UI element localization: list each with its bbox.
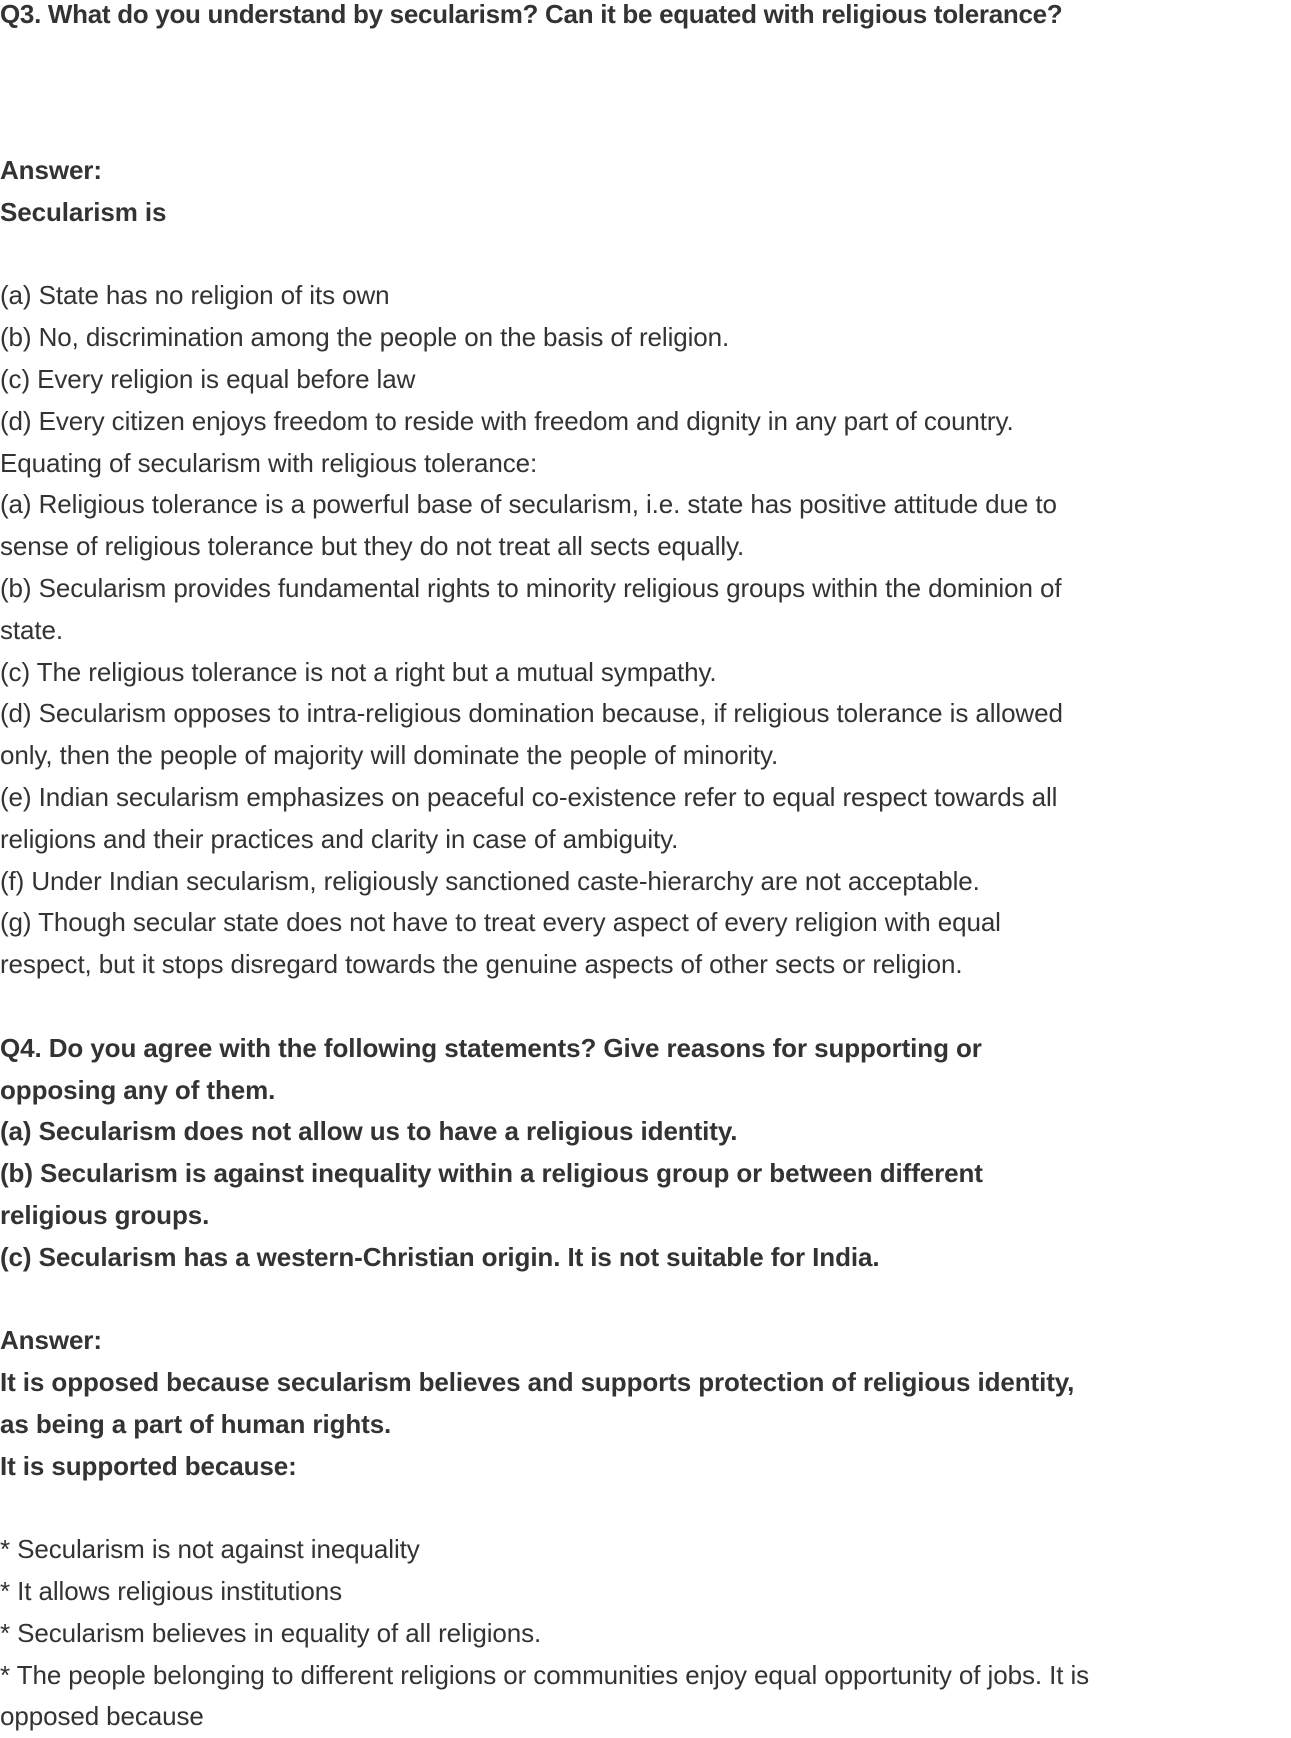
q4-question-line: Q4. Do you agree with the following statements? Give reasons for supporting or — [0, 1032, 982, 1063]
q4-bullet-item: * Secularism is not against inequality — [0, 1534, 420, 1565]
blank-line — [0, 1488, 1291, 1530]
q3-answer-line: (b) Secularism provides fundamental rights to minority religious groups within the dominion of — [0, 572, 1062, 603]
q4-bullet-item: opposed because — [0, 1701, 204, 1732]
q3-answer-line: sense of religious tolerance but they do not treat all sects equally. — [0, 531, 745, 562]
q3-question-title: Q3. What do you understand by secularism? Can it be equated with religious tolerance? — [0, 0, 1063, 29]
q4-question-line: religious groups. — [0, 1199, 210, 1230]
q4-question-line: (c) Secularism has a western-Christian origin. It is not suitable for India. — [0, 1241, 880, 1272]
q3-answer-line: (d) Secularism opposes to intra-religious domination because, if religious tolerance is allowed — [0, 698, 1063, 729]
q3-answer-line: (g) Though secular state does not have to treat every aspect of every religion with equal — [0, 907, 1001, 938]
q4-bullet-item: * It allows religious institutions — [0, 1576, 342, 1607]
blank-line — [0, 986, 1291, 1028]
q4-answer-line: It is supported because: — [0, 1450, 297, 1481]
q3-answer-line: religions and their practices and clarity in case of ambiguity. — [0, 823, 679, 854]
q4-question-line: opposing any of them. — [0, 1074, 276, 1105]
q3-answer-line: (e) Indian secularism emphasizes on peaceful co-existence refer to equal respect towards all — [0, 781, 1058, 812]
blank-line — [0, 234, 1291, 276]
q4-answer-line: as being a part of human rights. — [0, 1408, 392, 1439]
q3-answer-label: Answer: — [0, 155, 102, 185]
q3-answer-line: only, then the people of majority will dominate the people of minority. — [0, 740, 779, 771]
q4-bullet-item: * Secularism believes in equality of all religions. — [0, 1617, 542, 1648]
q3-answer-line: (f) Under Indian secularism, religiously sanctioned caste-hierarchy are not acceptable. — [0, 865, 980, 896]
q3-answer-line: (c) The religious tolerance is not a right but a mutual sympathy. — [0, 656, 717, 687]
q3-answer-line: (c) Every religion is equal before law — [0, 363, 416, 394]
q3-answer-line: state. — [0, 614, 63, 645]
q4-question-line: (a) Secularism does not allow us to have a religious identity. — [0, 1116, 738, 1147]
blank-line — [0, 1279, 1291, 1321]
q3-answer-line: (a) State has no religion of its own — [0, 280, 390, 311]
q4-question-line: (b) Secularism is against inequality within a religious group or between different — [0, 1158, 983, 1189]
q3-answer-intro: Secularism is — [0, 196, 167, 227]
q4-answer-label: Answer: — [0, 1325, 102, 1356]
q3-answer-line: (d) Every citizen enjoys freedom to reside with freedom and dignity in any part of country. — [0, 405, 1014, 436]
q4-bullet-item: * The people belonging to different religions or communities enjoy equal opportunity of jobs. It is — [0, 1659, 1090, 1690]
q3-answer-line: (a) Religious tolerance is a powerful base of secularism, i.e. state has positive attitude due to — [0, 489, 1057, 520]
q4-answer-line: It is opposed because secularism believes and supports protection of religious identity, — [0, 1367, 1075, 1398]
document-body — [0, 150, 1291, 1738]
q3-answer-line: Equating of secularism with religious tolerance: — [0, 447, 538, 478]
q3-answer-line: (b) No, discrimination among the people on the basis of religion. — [0, 322, 730, 353]
q3-answer-line: respect, but it stops disregard towards the genuine aspects of other sects or religion. — [0, 949, 963, 980]
